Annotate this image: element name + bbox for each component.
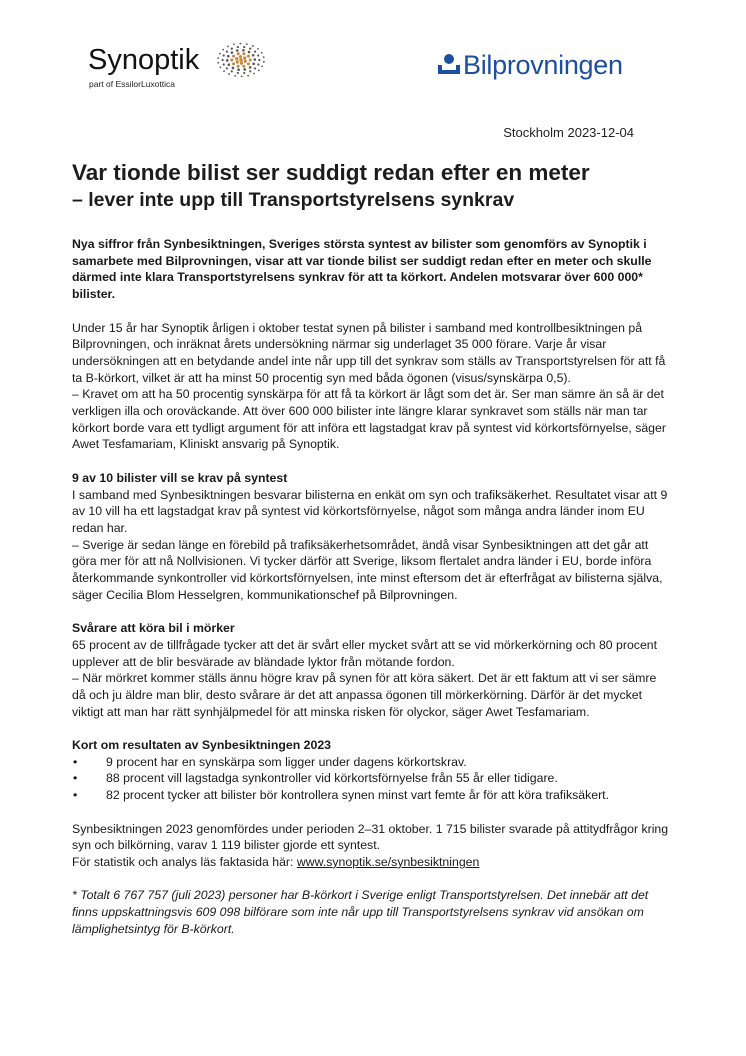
logo-dot — [232, 62, 235, 65]
list-item: • 88 procent vill lagstadga synkontroller vid körkortsförnyelse från 55 år eller tidigare. — [72, 770, 672, 787]
synoptik-logo-wordmark: Synoptik — [88, 44, 200, 76]
logo-dot — [257, 48, 259, 50]
logo-dot — [243, 46, 245, 48]
list-item: • 82 procent tycker att bilister bör kontrollera synen minst vart femte år för att köra trafiksäkert. — [72, 787, 672, 804]
logo-dot — [222, 59, 224, 61]
logo-dot — [249, 66, 252, 69]
closing-paragraph: Synbesiktningen 2023 genomfördes under perioden 2–31 oktober. 1 715 bilister svarade på attitydfrågor kring syn och bilkörning, varav 1 119 bilister gjorde ett syntest. — [72, 821, 669, 853]
logo-dot — [227, 55, 230, 58]
logo-dot — [237, 52, 240, 55]
logo-dot — [237, 68, 240, 71]
logo-dot — [223, 63, 225, 65]
logo-dot — [247, 75, 249, 77]
logo-dot — [241, 75, 243, 77]
logo-dot — [248, 51, 251, 54]
logo-dot — [237, 72, 239, 74]
logo-dot — [226, 67, 228, 69]
bilprovningen-person-icon — [437, 53, 461, 75]
logo-dot — [236, 60, 239, 63]
logo-dot — [258, 69, 260, 71]
synoptik-dots-icon — [215, 41, 267, 79]
logo-dot — [249, 70, 251, 72]
logo-dot — [249, 48, 251, 50]
logo-dot — [254, 50, 256, 52]
logo-dot — [263, 56, 265, 58]
logo-dot — [231, 48, 233, 50]
logo-dot — [228, 63, 231, 66]
stats-prefix: För statistik och analys läs faktasida här: — [72, 854, 297, 869]
logo-dot — [244, 60, 247, 63]
lead-paragraph: Nya siffror från Synbesiktningen, Sveriges största syntest av bilister som genomförs av Synoptik i samarbete med Bilprovningen, visar att var tionde bilist ser suddigt redan efter en meter och skulle därmed inte klara Transportstyrelsens synkrav för att ta körkort. Andelen motsvarar över 600 000* bilister. — [72, 237, 652, 302]
intro-quote: – Kravet om att ha 50 procentig synskärpa för att få ta körkort är lågt som det är. Ser man sämre än så är det verkligen illa och oroväckande. Att över 600 000 bilister inte längre klarar synkravet som ställs när man tar körkort borde vara ett tydligt argument för att införa ett lagstadgat krav på syntest vid körkortsförnyelse, säger Awet Tesfamariam, Kliniskt ansvarig på Synoptik. — [72, 387, 666, 452]
logo-dot — [243, 72, 245, 74]
logo-dot — [228, 73, 230, 75]
logo-dot — [232, 55, 235, 58]
page-title — [72, 158, 682, 213]
logo-dot — [253, 73, 255, 75]
logo-dot — [249, 59, 252, 62]
logo-dot — [232, 67, 235, 70]
section-heading-syntest: 9 av 10 bilister vill se krav på syntest — [72, 470, 288, 485]
logo-dot — [222, 49, 224, 51]
logo-dot — [261, 52, 263, 54]
logo-dot — [217, 62, 219, 64]
logo-dot — [239, 55, 242, 58]
logo-dot — [231, 51, 234, 54]
logo-dot — [252, 45, 254, 47]
logo-dot — [219, 53, 221, 55]
synoptik-logo — [88, 40, 288, 92]
logo-dot — [236, 49, 239, 52]
list-item: • 9 procent har en synskärpa som ligger under dagens körkortskrav. — [72, 754, 672, 771]
logo-dot — [246, 43, 248, 45]
synoptik-logo-tagline: part of EssilorLuxottica — [89, 79, 175, 89]
section-heading-resultat: Kort om resultaten av Synbesiktningen 2023 — [72, 738, 331, 753]
logo-dot — [231, 70, 233, 72]
logo-dot — [237, 65, 240, 68]
logo-dot — [223, 70, 225, 72]
logo-dot — [242, 52, 245, 55]
title-line-1: Var tionde bilist ser suddigt redan efter en meter — [72, 160, 590, 185]
logo-dot — [237, 46, 239, 48]
logo-dot — [240, 62, 243, 65]
section-morker-quote: – När mörkret kommer ställs ännu högre krav på synen för att köra säkert. Det är ett faktum att vi ser sämre då och ju äldre man blir, desto svårare är det att anpassa ögonen till mörkerkörning. Därför är det mycket viktigt att man har rätt synhjälpmedel för att minska risken för olyckor, säger Awet Tesfamariam. — [72, 671, 657, 719]
stats-line — [72, 854, 672, 871]
logo-dot — [217, 57, 219, 59]
date-line: Stockholm 2023-12-04 — [503, 125, 634, 140]
logo-dot — [230, 59, 233, 62]
logo-dot — [243, 68, 246, 71]
logo-dot — [253, 58, 256, 61]
logo-dot — [254, 67, 256, 69]
logo-dot — [234, 75, 236, 77]
logo-dot — [263, 61, 265, 63]
section-morker-paragraph: 65 procent av de tillfrågade tycker att det är svårt eller mycket svårt att se vid mörkerkörning och 80 procent upplever att de blir besvärade av bländade lyktor från mötande fordon. — [72, 637, 658, 669]
footnote: * Totalt 6 767 757 (juli 2023) personer har B-körkort i Sverige enligt Transportstyrelsen. Det innebär att det finns uppskattningsvis 609 098 bilförare som inte når upp till Transportstyrelsens synkrav vid ansökan om lämplighetsintyg för B-körkort. — [72, 888, 649, 936]
logo-dot — [235, 57, 238, 60]
results-list — [72, 754, 672, 804]
bilprovningen-logo-wordmark: Bilprovningen — [463, 50, 623, 80]
section-syntest-quote: – Sverige är sedan länge en förebild på trafiksäkerhetsområdet, ändå visar Synbesiktningen att det går att göra mer för att nå Nollvisionen. Vi tycker därför att Sverige, liksom flertalet andra länder i EU, borde införa återkommande synkontroller vid körkortsförnyelsen, inte minst eftersom det är efterfrågat av bilisterna själva, säger Cecilia Blom Hesselgren, kommunikationschef på Bilprovningen. — [72, 537, 663, 602]
logo-dot — [239, 43, 241, 45]
logo-dot — [226, 50, 228, 52]
logo-dot — [233, 44, 235, 46]
logo-dot — [219, 66, 221, 68]
logo-dot — [257, 54, 259, 56]
logo-dot-center — [239, 58, 243, 62]
logo-dot — [252, 63, 255, 66]
logo-dot — [247, 55, 250, 58]
logo-dot — [242, 65, 245, 68]
intro-paragraph: Under 15 år har Synoptik årligen i oktober testat synen på bilister i samband med kontrollbesiktningen på Bilprovningen, och inräknat årets undersökning närmar sig underlaget 35 000 förare. Varje år visar undersökningen att en betydande andel inte når upp till det synkrav som ställs av Transportstyrelsen för att få ta B-körkort, vilket är att ha minst 50 procentig syn med båda ögonen (visus/synskärpa 0,5). — [72, 320, 666, 385]
logo-dot — [223, 54, 225, 56]
logo-dot — [243, 56, 246, 59]
section-syntest-paragraph: I samband med Synbesiktningen besvarar bilisterna en enkät om syn och trafiksäkerhet. Resultatet visar att 9 av 10 vill ha ett lagstadgat krav på syntest vid körkortsförnyelse, något som många andra länder inom EU redan har. — [72, 487, 668, 535]
logo-dot — [257, 63, 259, 65]
logo-dot — [252, 54, 255, 57]
logo-dot — [247, 62, 250, 65]
stats-link[interactable]: www.synoptik.se/synbesiktningen — [296, 854, 480, 869]
logo-dot — [242, 49, 245, 52]
title-line-2: – lever inte upp till Transportstyrelsens synkrav — [72, 189, 515, 211]
section-heading-morker: Svårare att köra bil i mörker — [72, 621, 235, 636]
logo-dot — [258, 59, 260, 61]
logo-dot — [226, 59, 229, 62]
article-body — [72, 236, 672, 937]
logo-dot — [227, 46, 229, 48]
logo-dot — [261, 65, 263, 67]
